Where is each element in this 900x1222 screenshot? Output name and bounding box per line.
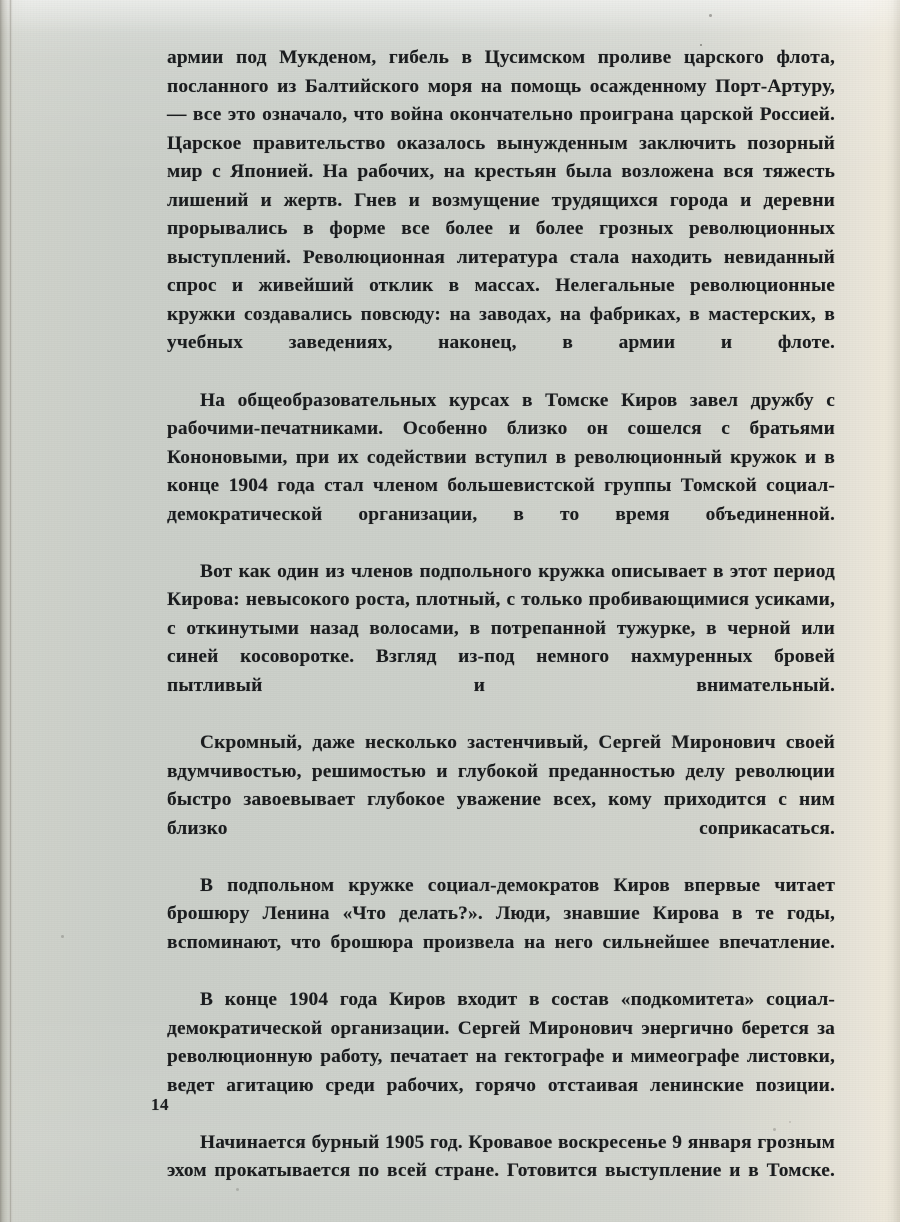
page-text-block [167, 44, 835, 1214]
page-outer-edge-shadow [860, 0, 900, 1222]
paragraph: В подпольном кружке социал-демократов Киров впервые читает брошюру Ленина «Что делать?». Люди, знавшие Кирова в те годы, вспоминают, что брошюра произвела на него сильнейшее впечатление. [167, 874, 835, 953]
page-number: 14 [151, 1095, 169, 1114]
paragraph: На общеобразовательных курсах в Томске Киров завел дружбу с рабочими-печатниками. Особенно близко он сошелся с братьями Кононовыми, при их содействии вступил в революционный кружок и в конце 1904 года стал членом большевистской группы Томской социал-демократической организации, в то время объединенной. [167, 389, 835, 525]
paragraph: Вот как один из членов подпольного кружка описывает в этот период Кирова: невысокого роста, плотный, с только пробивающимися усиками, с откинутыми назад волосами, в потрепанной тужурке, в черной или синей косоворотке. Взгляд из-под немного нахмуренных бровей пытливый и внимательный. [167, 560, 835, 697]
paragraph: Начинается бурный 1905 год. Кровавое воскресенье 9 января грозным эхом прокатывается по всей стране. Готовится выступление и в Томске. [167, 1131, 835, 1182]
paragraph: армии под Мукденом, гибель в Цусимском проливе царского флота, посланного из Балтийского моря на помощь осажденному Порт-Артуру, — все это означало, что война окончательно проиграна царской Россией. Царское правительство оказалось вынужденным заключить позорный мир с Японией. На рабочих, на крестьян была возложена вся тяжесть лишений и жертв. Гнев и возмущение трудящихся города и деревни прорывались в форме все более и более грозных революционных выступлений. Революционная литература стала находить невиданный спрос и живейший отклик в массах. Нелегальные революционные кружки создавались повсюду: на заводах, на фабриках, в мастерских, в учебных заведениях, наконец, в армии и флоте. [167, 47, 835, 354]
paragraph: Скромный, даже несколько застенчивый, Сергей Миронович своей вдумчивостью, решимостью и глубокой преданностью делу революции быстро завоевывает глубокое уважение всех, кому приходится с ним близко соприкасаться. [167, 732, 835, 839]
scan-speck [61, 935, 64, 938]
paragraph: В конце 1904 года Киров входит в состав «подкомитета» социал-демократической организации. Сергей Миронович энергично берется за революционную работу, печатает на гектографе и мимеографе листовки, ведет агитацию среди рабочих, горячо отстаивая ленинские позиции. [167, 989, 835, 1096]
book-gutter-crease [9, 0, 12, 1222]
scan-speck [709, 14, 712, 17]
page-top-edge-highlight [0, 0, 900, 34]
book-gutter-shadow [0, 0, 26, 1222]
